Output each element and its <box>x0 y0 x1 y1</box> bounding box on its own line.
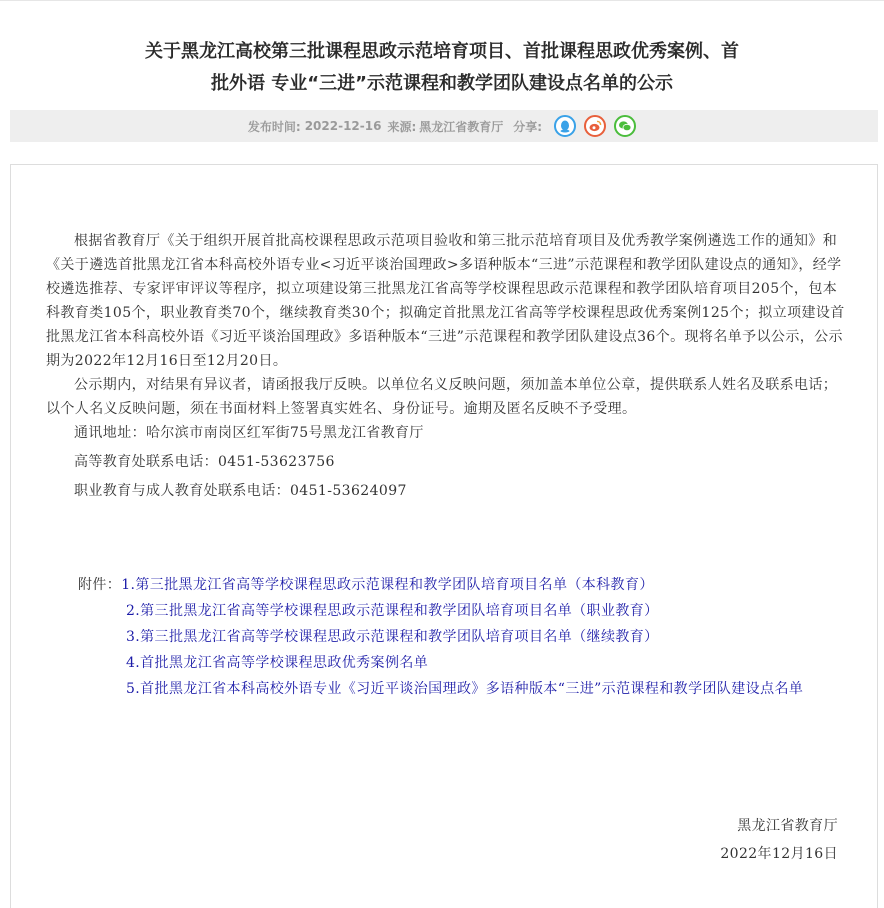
attachments-label: 附件： <box>78 577 122 593</box>
attachment-row <box>46 624 846 650</box>
article-title <box>60 36 824 100</box>
signature-block <box>720 812 838 868</box>
attachment-link-1[interactable]: 1.第三批黑龙江省高等学校课程思政示范课程和教学团队培育项目名单（本科教育） <box>121 577 654 593</box>
publish-label: 发布时间: <box>247 119 301 134</box>
share-icons <box>550 115 640 137</box>
paragraph-main: 根据省教育厅《关于组织开展首批高校课程思政示范项目验收和第三批示范培育项目及优秀教学案例遴选工作的通知》和《关于遴选首批黑龙江省本科高校外语专业<习近平谈治国理政>多语种版本“三进”示范课程和教学团队建设点的通知》，经学校遴选推荐、专家评审评议等程序，拟立项建设第三批黑龙江省高等学校课程思政示范课程和教学团队培育项目205个，包本科教育类105个，职业教育类70个，继续教育类30个；拟确定首批黑龙江省高等学校课程思政优秀案例125个；拟立项建设首批黑龙江省本科高校外语《习近平谈治国理政》多语种版本“三进”示范课程和教学团队建设点36个。现将名单予以公示，公示期为2022年12月16日至12月20日。 <box>46 233 845 369</box>
article-body <box>46 229 846 503</box>
top-divider <box>0 0 884 5</box>
title-line-1: 关于黑龙江高校第三批课程思政示范培育项目、首批课程思政优秀案例、首 <box>145 41 739 62</box>
contact-higher-ed: 高等教育处联系电话：0451-53623756 <box>74 454 335 470</box>
attachments-list <box>46 572 846 702</box>
attachment-row <box>46 572 846 598</box>
article-meta-bar <box>10 110 878 142</box>
wechat-icon[interactable] <box>614 115 636 137</box>
attachment-link-3[interactable]: 3.第三批黑龙江省高等学校课程思政示范课程和教学团队培育项目名单（继续教育） <box>126 629 659 645</box>
attachment-link-5[interactable]: 5.首批黑龙江省本科高校外语专业《习近平谈治国理政》多语种版本“三进”示范课程和教学团队建设点名单 <box>126 681 804 697</box>
attachment-link-2[interactable]: 2.第三批黑龙江省高等学校课程思政示范课程和教学团队培育项目名单（职业教育） <box>126 603 659 619</box>
attachment-row <box>46 598 846 624</box>
attachment-row <box>46 650 846 676</box>
source-value: 黑龙江省教育厅 <box>419 119 504 134</box>
qq-icon[interactable] <box>554 115 576 137</box>
weibo-icon[interactable] <box>584 115 606 137</box>
signature-date: 2022年12月16日 <box>720 846 838 862</box>
source-label: 来源: <box>387 119 417 134</box>
signature-org: 黑龙江省教育厅 <box>737 818 838 834</box>
contact-address: 通讯地址：哈尔滨市南岗区红军街75号黑龙江省教育厅 <box>74 425 424 441</box>
attachment-row <box>46 676 846 702</box>
title-line-2: 批外语 专业“三进”示范课程和教学团队建设点名单的公示 <box>211 73 673 94</box>
share-label: 分享: <box>513 119 543 134</box>
publish-date: 2022-12-16 <box>304 119 382 133</box>
paragraph-objection: 公示期内，对结果有异议者，请函报我厅反映。以单位名义反映问题，须加盖本单位公章，提供联系人姓名及联系电话；以个人名义反映问题，须在书面材料上签署真实姓名、身份证号。逾期及匿名反映不予受理。 <box>46 377 838 417</box>
contact-vocational: 职业教育与成人教育处联系电话：0451-53624097 <box>74 483 407 499</box>
attachment-link-4[interactable]: 4.首批黑龙江省高等学校课程思政优秀案例名单 <box>126 655 429 671</box>
